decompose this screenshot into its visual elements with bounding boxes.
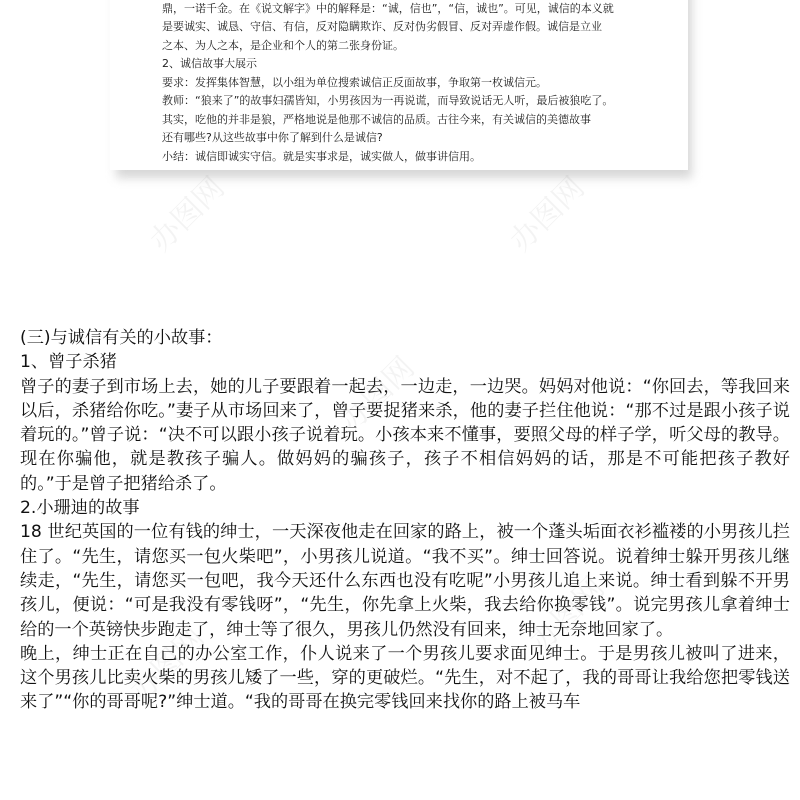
card-line: 之本、为人之本，是企业和个人的第二张身份证。	[162, 38, 404, 52]
slide-card	[110, 0, 688, 170]
card-line: 其实，吃他的并非是狼，严格地说是他那不诚信的品质。古往今来，有关诚信的美德故事	[162, 112, 591, 126]
story-title: 2.小珊迪的故事	[20, 498, 140, 519]
watermark	[138, 165, 233, 260]
section-heading: (三)与诚信有关的小故事：	[20, 328, 223, 348]
card-line: 要求：发挥集体智慧，以小组为单位搜索诚信正反面故事，争取第一枚诚信元。	[162, 75, 547, 89]
story-section	[20, 326, 790, 715]
story-paragraph: 18 世纪英国的一位有钱的绅士，一天深夜他走在回家的路上，被一个蓬头垢面衣衫褴褛的小男孩儿拦住了。“先生，请您买一包火柴吧”，小男孩儿说道。“我不买”。绅士回答说。说着绅士躲开男孩儿继续走，“先生，请您买一包吧，我今天还什么东西也没有吃呢”小男孩儿追上来说。绅士看到躲不开男孩儿，便说：“可是我没有零钱呀”，“先生，你先拿上火柴，我去给你换零钱”。说完男孩儿拿着绅士给的一个英镑快步跑走了，绅士等了很久，男孩儿仍然没有回来，绅士无奈地回家了。	[20, 522, 790, 640]
card-line: 2、诚信故事大展示	[162, 57, 257, 70]
card-line: 鼎，一诺千金。在《说文解字》中的解释是：“诚，信也”，“信，诚也”。可见，诚信的本义就	[162, 1, 614, 15]
card-line: 还有哪些?从这些故事中你了解到什么是诚信?	[162, 131, 383, 144]
story-paragraph: 曾子的妻子到市场上去，她的儿子要跟着一起去，一边走，一边哭。妈妈对他说：“你回去，等我回来以后，杀猪给你吃。”妻子从市场回来了，曾子要捉猪来杀，他的妻子拦住他说：“那不过是跟小孩子说着玩的。”曾子说：“决不可以跟小孩子说着玩。小孩本来不懂事，要照父母的样子学，听父母的教导。现在你骗他，就是教孩子骗人。做妈妈的骗孩子，孩子不相信妈妈的话，那是不可能把孩子教好的。”于是曾子把猪给杀了。	[20, 376, 790, 494]
watermark	[498, 165, 593, 260]
card-line: 是要诚实、诚恳、守信、有信，反对隐瞒欺诈、反对伪劣假冒、反对弄虚作假。诚信是立业	[162, 20, 602, 33]
story-title: 1、曾子杀猪	[20, 352, 117, 373]
card-line: 教师：“狼来了”的故事妇孺皆知，小男孩因为一再说谎，而导致说话无人听，最后被狼吃了。	[162, 94, 614, 107]
card-line: 小结：诚信即诚实守信。就是实事求是，诚实做人，做事讲信用。	[162, 149, 481, 163]
story-paragraph: 晚上，绅士正在自己的办公室工作，仆人说来了一个男孩儿要求面见绅士。于是男孩儿被叫了进来，这个男孩儿比卖火柴的男孩儿矮了一些，穿的更破烂。“先生，对不起了，我的哥哥让我给您把零钱送来了”“你的哥哥呢?”绅士道。“我的哥哥在换完零钱回来找你的路上被马车	[20, 643, 790, 713]
